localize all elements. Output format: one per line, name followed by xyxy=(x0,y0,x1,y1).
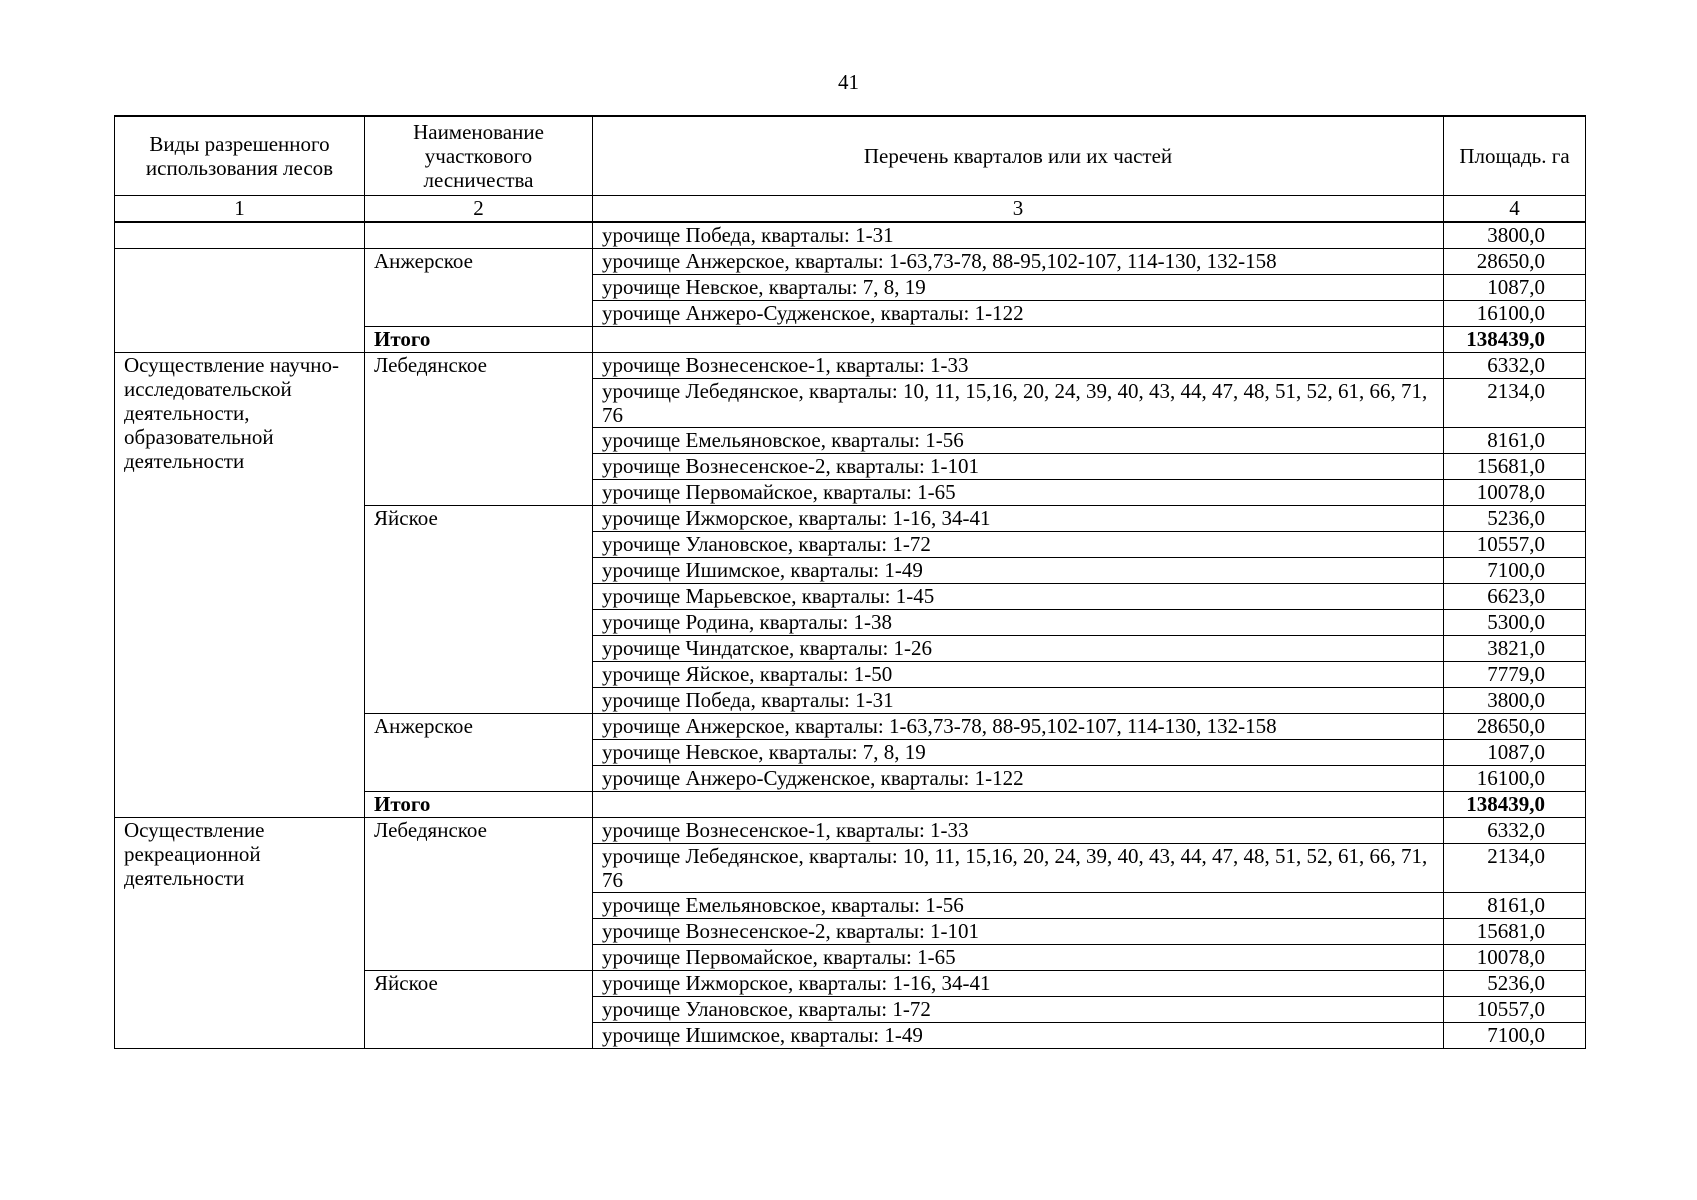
quarters-cell: урочище Емельяновское, кварталы: 1-56 xyxy=(593,893,1444,919)
quarters-cell: урочище Невское, кварталы: 7, 8, 19 xyxy=(593,740,1444,766)
area-cell: 28650,0 xyxy=(1444,714,1586,740)
quarters-cell: урочище Первомайское, кварталы: 1-65 xyxy=(593,945,1444,971)
header-use-type: Виды разрешенного использования лесов xyxy=(115,116,365,196)
forestry-cell: Лебедянское xyxy=(365,818,593,971)
area-cell: 6623,0 xyxy=(1444,584,1586,610)
quarters-cell: урочище Анжеро-Судженское, кварталы: 1-122 xyxy=(593,766,1444,792)
quarters-cell: урочище Чиндатское, кварталы: 1-26 xyxy=(593,636,1444,662)
area-cell: 8161,0 xyxy=(1444,893,1586,919)
quarters-cell xyxy=(593,327,1444,353)
quarters-cell xyxy=(593,792,1444,818)
quarters-cell: урочище Лебедянское, кварталы: 10, 11, 15,16, 20, 24, 39, 40, 43, 44, 47, 48, 51, 52, 61, 66, 71, 76 xyxy=(593,379,1444,428)
area-cell: 7100,0 xyxy=(1444,1023,1586,1049)
area-cell: 5236,0 xyxy=(1444,506,1586,532)
table-row xyxy=(115,249,1586,275)
quarters-cell: урочище Лебедянское, кварталы: 10, 11, 15,16, 20, 24, 39, 40, 43, 44, 47, 48, 51, 52, 61, 66, 71, 76 xyxy=(593,844,1444,893)
column-number: 3 xyxy=(593,196,1444,223)
area-cell: 6332,0 xyxy=(1444,818,1586,844)
quarters-cell: урочище Ишимское, кварталы: 1-49 xyxy=(593,558,1444,584)
column-number: 1 xyxy=(115,196,365,223)
area-cell: 28650,0 xyxy=(1444,249,1586,275)
forestry-cell: Лебедянское xyxy=(365,353,593,506)
table-row xyxy=(115,222,1586,249)
quarters-cell: урочище Победа, кварталы: 1-31 xyxy=(593,688,1444,714)
quarters-cell: урочище Улановское, кварталы: 1-72 xyxy=(593,997,1444,1023)
area-cell: 10078,0 xyxy=(1444,480,1586,506)
quarters-cell: урочище Родина, кварталы: 1-38 xyxy=(593,610,1444,636)
area-cell: 3821,0 xyxy=(1444,636,1586,662)
quarters-cell: урочище Анжерское, кварталы: 1-63,73-78, 88-95,102-107, 114-130, 132-158 xyxy=(593,249,1444,275)
forest-use-table xyxy=(114,115,1586,1049)
quarters-cell: урочище Ишимское, кварталы: 1-49 xyxy=(593,1023,1444,1049)
area-cell: 3800,0 xyxy=(1444,222,1586,249)
total-area: 138439,0 xyxy=(1444,792,1586,818)
quarters-cell: урочище Марьевское, кварталы: 1-45 xyxy=(593,584,1444,610)
area-cell: 1087,0 xyxy=(1444,740,1586,766)
quarters-cell: урочище Невское, кварталы: 7, 8, 19 xyxy=(593,275,1444,301)
area-cell: 5236,0 xyxy=(1444,971,1586,997)
page-number: 41 xyxy=(838,70,859,94)
column-number: 4 xyxy=(1444,196,1586,223)
area-cell: 16100,0 xyxy=(1444,766,1586,792)
area-cell: 10078,0 xyxy=(1444,945,1586,971)
forestry-cell: Анжерское xyxy=(365,714,593,792)
use-type-cell xyxy=(115,222,365,249)
area-cell: 3800,0 xyxy=(1444,688,1586,714)
area-cell: 1087,0 xyxy=(1444,275,1586,301)
column-numbers-row xyxy=(115,196,1586,223)
use-type-cell xyxy=(115,249,365,353)
area-cell: 7100,0 xyxy=(1444,558,1586,584)
quarters-cell: урочище Победа, кварталы: 1-31 xyxy=(593,222,1444,249)
area-cell: 16100,0 xyxy=(1444,301,1586,327)
header-row xyxy=(115,116,1586,196)
forestry-cell xyxy=(365,222,593,249)
quarters-cell: урочище Емельяновское, кварталы: 1-56 xyxy=(593,428,1444,454)
quarters-cell: урочище Вознесенское-2, кварталы: 1-101 xyxy=(593,919,1444,945)
quarters-cell: урочище Анжерское, кварталы: 1-63,73-78, 88-95,102-107, 114-130, 132-158 xyxy=(593,714,1444,740)
use-type-cell: Осуществление научно-исследовательской деятельности, образовательной деятельности xyxy=(115,353,365,818)
forestry-cell: Яйское xyxy=(365,506,593,714)
column-number: 2 xyxy=(365,196,593,223)
area-cell: 6332,0 xyxy=(1444,353,1586,379)
forestry-cell: Анжерское xyxy=(365,249,593,327)
area-cell: 2134,0 xyxy=(1444,379,1586,428)
area-cell: 10557,0 xyxy=(1444,532,1586,558)
table-body xyxy=(115,222,1586,1049)
quarters-cell: урочище Анжеро-Судженское, кварталы: 1-122 xyxy=(593,301,1444,327)
quarters-cell: урочище Яйское, кварталы: 1-50 xyxy=(593,662,1444,688)
quarters-cell: урочище Вознесенское-1, кварталы: 1-33 xyxy=(593,353,1444,379)
quarters-cell: урочище Вознесенское-1, кварталы: 1-33 xyxy=(593,818,1444,844)
area-cell: 5300,0 xyxy=(1444,610,1586,636)
header-area: Площадь. га xyxy=(1444,116,1586,196)
area-cell: 15681,0 xyxy=(1444,919,1586,945)
quarters-cell: урочище Ижморское, кварталы: 1-16, 34-41 xyxy=(593,506,1444,532)
forestry-cell: Яйское xyxy=(365,971,593,1049)
table-row xyxy=(115,818,1586,844)
area-cell: 8161,0 xyxy=(1444,428,1586,454)
header-quarters-list: Перечень кварталов или их частей xyxy=(593,116,1444,196)
total-area: 138439,0 xyxy=(1444,327,1586,353)
use-type-cell: Осуществление рекреационной деятельности xyxy=(115,818,365,1049)
header-forestry-name: Наименование участкового лесничества xyxy=(365,116,593,196)
area-cell: 7779,0 xyxy=(1444,662,1586,688)
area-cell: 15681,0 xyxy=(1444,454,1586,480)
quarters-cell: урочище Вознесенское-2, кварталы: 1-101 xyxy=(593,454,1444,480)
area-cell: 10557,0 xyxy=(1444,997,1586,1023)
total-label: Итого xyxy=(365,792,593,818)
quarters-cell: урочище Ижморское, кварталы: 1-16, 34-41 xyxy=(593,971,1444,997)
quarters-cell: урочище Улановское, кварталы: 1-72 xyxy=(593,532,1444,558)
quarters-cell: урочище Первомайское, кварталы: 1-65 xyxy=(593,480,1444,506)
total-label: Итого xyxy=(365,327,593,353)
area-cell: 2134,0 xyxy=(1444,844,1586,893)
table-row xyxy=(115,353,1586,379)
